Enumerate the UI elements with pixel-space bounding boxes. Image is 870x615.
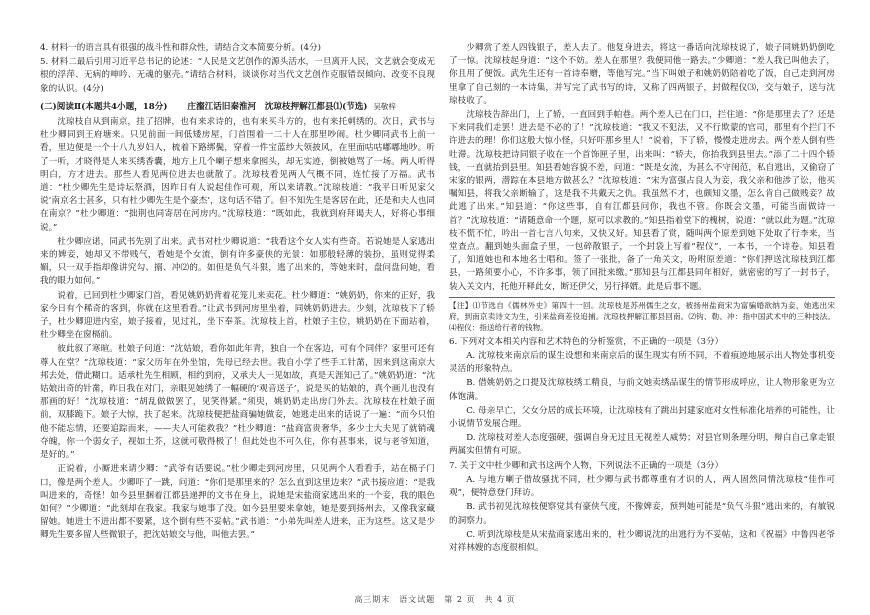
question-5: 5. 材料二最后引用习近平总书记的论述：“人民是文艺创作的源头活水，一旦离开人民，文艺就会变成无根的浮萍、无病的呻吟、无魂的躯壳。”请结合材料，谈谈你对当代文艺创作克服错误倾向、改变不良现象的认识。(4分)	[40, 57, 435, 94]
passage-paragraph: 沈琼枝自从到南京，挂了招牌，也有来求诗的，也有来买斗方的，也有来托刺绣的。次日，武书与杜少卿同到王府塘来。只见前面一间低矮房屋，门首围着一二十人在那里吵闹。杜少卿同武书上前一看，里边便是一个十八九岁妇人，梳着下路绑鬓，穿着一件宝蓝纱大领披风，在里面咕咕嘟嘟地吵。听了一听，才晓得是人来买绣香囊，地方上几个喇子想来拿囮头，却无实迹，倒被她骂了一场。两人听得明白，方才进去。那些人看见两位进去也就散了。沈琼枝看见两人气概不同，连忙接了万福。武书道：“杜少卿先生是诗坛祭酒，因昨日有人说起佳作可观，所以来请教。”沈琼枝道：“我平日听见家父说‘南京名士甚多，只有杜少卿先生是个豪杰’，这句话不错了。但不知先生是客居在此，还是和夫人也同在南京？”杜少卿道：“拙荆也同寄居在河房内。”沈琼枝道：“既如此，我就到府拜谒夫人，好将心事细说。”	[40, 117, 435, 233]
question-4: 4. 材料一的语言具有很强的战斗性和群众性，请结合文本简要分析。(4分)	[40, 43, 321, 53]
question-7-option-a: A. 与地方喇子借故骚扰不同，杜少卿与武书都尊重有才识的人，两人固然同情沈琼枝“佳作可观”，便特意登门拜访。	[449, 474, 835, 499]
passage-paragraph: 杜少卿应诺，同武书先别了出来。武书对杜少卿说道：“我看这个女人实有些奇。若说她是人家逃出来的婢妾，她却又不带贱气，看她是个女流，倒有许多豪侠的光景：如那般轻薄的装扮，虽则觉得柔媚，只一双手指却像讲究勾、搦、冲⑵的。如但是负气斗狠，逃了出来的，等她来时，盘问盘问她，看我的眼力如何。”	[40, 236, 435, 287]
passage-paragraph: 正说着，小厮进来请少卿：“武爷有话要说。”杜少卿走到河房里，只见两个人看看手，站在槅子门口，像是两个差人。少卿吓了一跳，问道：“你们是那里来的？怎么直到这里边来？”武书接应道：“是我叫进来的，奇怪！如今县里捆着江都县递押的文书在身上，说她是宋盐商家逃出来的一个妾，我的眼色如何？”少卿道：“此刻却在我家。我家与她事了没。如今县里要来拿她，她是要到扬州去，又像我家藏留她。她进士不进出都不要紧，这个倒有些不妥帖。”武书道：“小弟先叫差人进来，正为这些。这又是少卿先生要多留人些微银子，把沈姑娘交与他，叫他去罢。”	[40, 464, 435, 541]
question-7-option-b: B. 武书初见沈琼枝便察觉其有豪侠气度，不像婢妾，预判她可能是“负气斗狠”逃出来的，有敏锐的洞察力。	[449, 502, 835, 526]
question-6: 6. 下列对文本相关内容和艺术特色的分析鉴赏，不正确的一项是（3分）	[449, 336, 724, 347]
passage-author: 吴敬梓	[373, 101, 396, 111]
right-column	[449, 42, 835, 581]
section-header	[40, 100, 435, 114]
question-6-option-d: D. 沈琼枝对差人态度强硬，强调自身无过且无视差人威势；对县官则条理分明，辩白自己拿走银两属实但情有可原。	[449, 433, 835, 457]
question-7: 7. 关于文中杜少卿和武书这两个人物，下列说法不正确的一项是（3分）	[449, 460, 724, 471]
footnotes: 【注】⑴节选自《儒林外史》第四十一回。沈琼枝是苏州儒生之女，被扬州盐商宋为富骗婚欲纳为妾，她逃出宋府，到南京卖诗文为生，引来盐商差役追捕。沈琼枝押解江都县回南。⑵钩、勒、冲：指中国武术中的三种技法。⑷程仪：指送给行者的钱物。	[449, 297, 835, 333]
passage-title: 庄瀣江话旧秦淮河 沈琼枝押解江都县⑴(节选)	[187, 101, 368, 112]
passage-paragraph: 沈琼枝告辞出门，上了轿，一直回到手帕巷。两个差人已在门口，拦住道：“你是那里去了？还是下来同我们走罢！进去是不必的了！”沈琼枝道：“我又不犯法，又不行欺蒙的官司，那里有个拦门不许进去的理！你们这般大惊小怪，只好吓那乡里人！”说着，下了轿，慢慢走进房去。两个差人倒有些吐滞。沈琼枝把诗同银子收在一个首饰匣子里，出来叫：“轿夫，你抬我到县里去。”添了二十四个轿钱，一直就抬到县里。知县看她容貌不差，问道：“既是女流，为甚么不守闺范，私自逃出，又偷窃了宋家的银两，潜踪在本县地方做甚么？”沈琼枝道：“宋为富强占良人为妾，我父亲和他涉了讼，他买嘱知县，将我父亲断输了，这是我不共戴天之仇。我虽然不才，也颇知文墨，怎么肯自己做贱妾？故此逃了出来。”知县道：“你这些事，自有江都县问你，我也不管。你既会文墨，可能当面做诗一首？”沈琼枝道：“请随意命一个题，原可以求教的。”知县指着堂下的槐树，说道：“就以此为题。”沈琼枝不慌不忙，吟出一首七言八句来，又快又好。知县看了赏，随叫两个原差到她下处取了行李来，当堂查点。翻到她头面盒子里，一包碎散银子，一个封袋上写着“程仪”，一本书，一个诗卷。知县看了，知道她也和本地名士唱和。签了一张批，备了一角关文，吩咐原差道：“你们押送沈琼枝到江都县，一路须要小心，不许多事，领了回批来缴。”那知县与江都县同年相好，就密密的写了一封书子，装入关文内，托他开释此女，断还伊父，另行择婿。此是后事不题。	[449, 110, 835, 292]
question-6-option-a: A. 沈琼枝来南京后的谋生设想和来南京后的谋生现实有所不同，不着痕迹地展示出人物处事机变灵活的形象特点。	[449, 351, 835, 375]
passage-paragraph: 说着，已回到杜少卿家门首，看见姚奶奶背着花笼儿来卖花。杜少卿道：“姚奶奶，你来的正好，我家今日有个稀奇的客到，你就在这里看看。”让武书到河房里坐着，同姚奶奶进去。少刻，沈琼枝下了轿子，杜少卿迎进内室，娘子接着，见过礼，坐下奉茶。沈琼枝上首，杜娘子主位，姚奶奶在下面站着，杜少卿坐在窗槅前。	[40, 290, 435, 341]
passage-paragraph: 彼此叙了寒暄。杜娘子问道：“沈姑娘，看你如此年青，独自一个在客边，可有个同伴？家里可还有尊人在堂？”沈琼枝道：“家父历年在外坐馆，先母已经去世。我自小学了些手工针黹，因来到这南京大邦去处，借此糊口。适承杜先生相顾，相约到府，又承夫人一见如故，真是天涯知己了。”姚奶奶道：“沈姑娘出奇的针黹，昨日我在对门，亲眼见她绣了一幅硬的‘观音送子’，说是买的姑娘的，真个画儿也没有那画的好！”沈琼枝道：“胡乱做做罢了，见笑得紧。”须臾，姚奶奶走出房门外去。沈琼枝在杜娘子面前，双膝跪下。娘子大惊，扶了起来。沈琼枝便把盐商骗她做妾，她逃走出来的话说了一遍：“而今只怕他不能忘情，还要追踪而来，——夫人可能救我？”杜少卿道：“盐商富贵奢华，多少士大夫见了就销魂夺魄，你一个弱女子，视如土芥，这就可敬得极了！但此处也不可久住，你有甚事来，说与老爷知道，是好的。”	[40, 344, 435, 461]
question-6-option-c: C. 母亲早亡，父女分居的成长环境，让沈琼枝有了跳出封建家庭对女性标准化培养的可能性，让小说情节发展合理。	[449, 405, 835, 430]
passage-paragraph: 少卿赏了差人四钱银子，差人去了。他复身进去，将这一番话向沈琼枝说了，娘子同姚奶奶倒吃了一惊。沈琼枝起身道：“这个不妨。差人在那里？我便同他一路去。”少卿道：“差人我已叫他去了，你且用了便饭。武先生还有一首诗奉赠，等他写完。”当下叫娘子和姚奶奶陪着吃了饭，自己走到河房里拿了自己刻的一本诗集，并写完了武书写的诗，又称了四两银子，封做程仪⑶，交与娘子，送与沈琼枝收了。	[449, 43, 835, 106]
left-column	[40, 42, 435, 581]
question-7-option-c: C. 听到沈琼枝是从宋盐商家逃出来的，杜少卿说沈的出逃行为不妥帖，这和《祝福》中鲁四老爷对祥林嫂的态度很相似。	[449, 529, 835, 553]
section-label: (二)阅读Ⅱ(本题共4小题，18分)	[40, 101, 168, 112]
page-footer: 高三期末 语文试题 第 2 页 共 4 页	[354, 595, 516, 604]
question-6-option-b: B. 借姚奶奶之口提及沈琼枝绣工精良，与前文她卖绣品谋生的情节形成呼应，让人物形象更为立体饱满。	[449, 378, 835, 402]
